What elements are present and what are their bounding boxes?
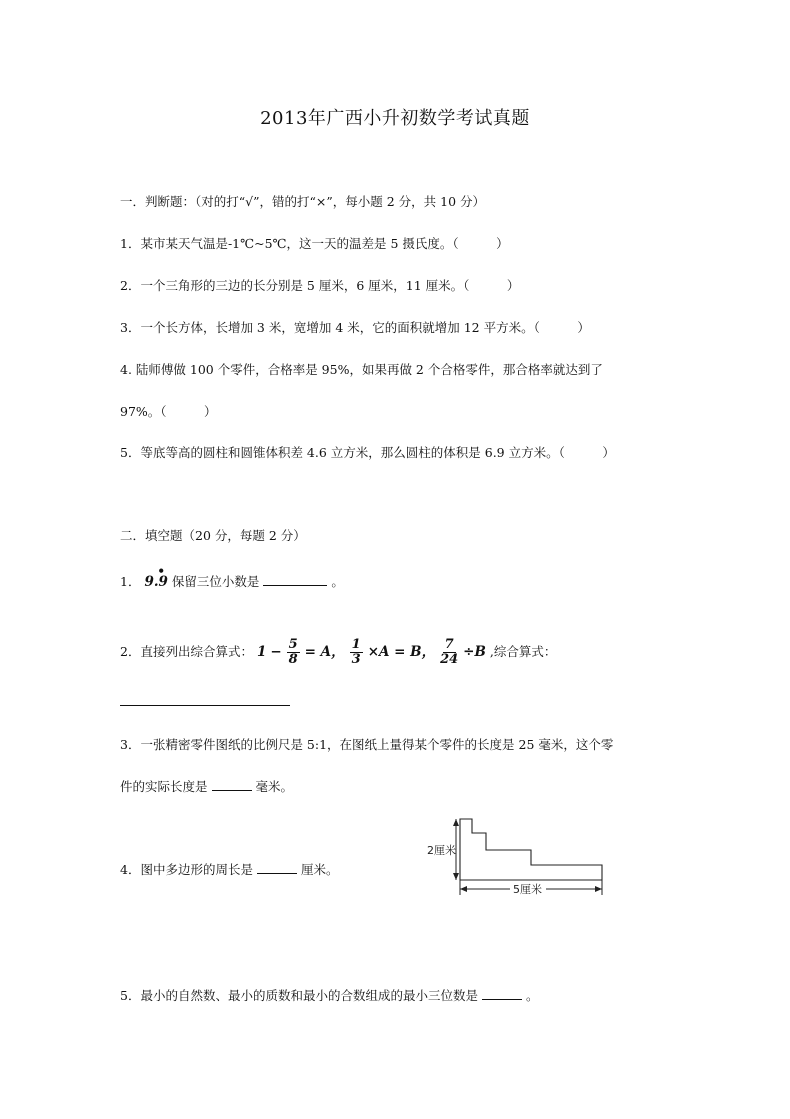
fraction-denominator: 3 <box>351 652 361 667</box>
fraction-numerator: 1 <box>351 637 361 652</box>
expr-one: 1 <box>256 644 267 660</box>
fraction-denominator: 24 <box>440 652 459 667</box>
staircase-polygon <box>460 819 602 880</box>
width-label: 5厘米 <box>513 883 542 896</box>
fill-question-3-line1: 3．一张精密零件图纸的比例尺是 5:1，在图纸上量得某个零件的长度是 25 毫米，这个零 <box>120 737 614 752</box>
fill-question-5 <box>120 986 538 1004</box>
judge-question-4-line1: 4. 陆师傅做 100 个零件，合格率是 95%，如果再做 2 个合格零件，那合格率就达到了 <box>120 362 603 377</box>
fill-q2-suffix: ,综合算式： <box>489 644 557 659</box>
fraction-denominator: 8 <box>288 652 298 667</box>
judge-question-3: 3．一个长方体，长增加 3 米，宽增加 4 米，它的面积就增加 12 平方米。（ ） <box>120 320 590 335</box>
fill-q4-pre: 4．图中多边形的周长是 <box>120 862 253 877</box>
height-arrow-top <box>453 819 459 826</box>
repeating-decimal <box>144 564 168 590</box>
fill-question-1 <box>120 564 344 590</box>
fill-q5-post: 。 <box>525 988 539 1003</box>
height-label: 2厘米 <box>427 844 456 857</box>
answer-blank[interactable] <box>212 778 252 791</box>
fraction-five-eighths <box>287 638 300 667</box>
answer-blank[interactable] <box>482 987 522 1000</box>
fraction-seven-twentyfourths <box>440 638 458 667</box>
fill-q2-prefix: 2．直接列出综合算式： <box>120 644 253 659</box>
height-arrow-bottom <box>453 873 459 880</box>
width-arrow-right <box>595 886 602 892</box>
expr-equals-a: = A， <box>304 644 345 660</box>
width-arrow-left <box>460 886 467 892</box>
fill-q4-post: 厘米。 <box>300 862 339 877</box>
expr-times-a: ×A = B， <box>367 644 436 660</box>
fraction-numerator: 7 <box>444 637 454 652</box>
judge-question-4-line2: 97%。（ ） <box>120 404 217 419</box>
repeating-dot: • <box>157 564 166 578</box>
fraction-numerator: 5 <box>288 637 298 652</box>
fill-question-2-answer-line <box>120 693 290 709</box>
fill-q1-end: 。 <box>331 574 344 589</box>
answer-blank[interactable] <box>257 861 297 874</box>
section2-header: 二．填空题（20 分，每题 2 分） <box>120 528 306 543</box>
fill-q3-pre: 件的实际长度是 <box>120 779 208 794</box>
judge-question-5: 5．等底等高的圆柱和圆锥体积差 4.6 立方米，那么圆柱的体积是 6.9 立方米。（ ） <box>120 445 615 460</box>
expr-minus: − <box>270 644 282 660</box>
fill-question-4 <box>120 860 338 878</box>
fill-q5-pre: 5．最小的自然数、最小的质数和最小的合数组成的最小三位数是 <box>120 988 478 1003</box>
fill-question-2 <box>120 638 556 667</box>
fill-q3-post: 毫米。 <box>255 779 293 794</box>
polygon-figure <box>425 815 610 900</box>
fill-q1-text: 保留三位小数是 <box>171 574 260 589</box>
fill-question-3-line2 <box>120 777 293 795</box>
expr-divide-b: ÷B <box>463 644 486 660</box>
section1-header: 一．判断题：（对的打“√”，错的打“×”，每小题 2 分，共 10 分） <box>120 194 486 209</box>
fraction-one-third <box>350 638 363 667</box>
judge-question-1: 1．某市某天气温是-1℃~5℃，这一天的温差是 5 摄氏度。（ ） <box>120 236 509 251</box>
answer-blank[interactable] <box>120 693 290 706</box>
judge-question-2: 2．一个三角形的三边的长分别是 5 厘米，6 厘米，11 厘米。（ ） <box>120 278 520 293</box>
fill-q1-prefix: 1． <box>120 574 141 589</box>
answer-blank[interactable] <box>263 573 327 586</box>
repeating-decimal-value: 9.9 <box>144 574 168 590</box>
page-title: 2013年广西小升初数学考试真题 <box>260 108 530 129</box>
